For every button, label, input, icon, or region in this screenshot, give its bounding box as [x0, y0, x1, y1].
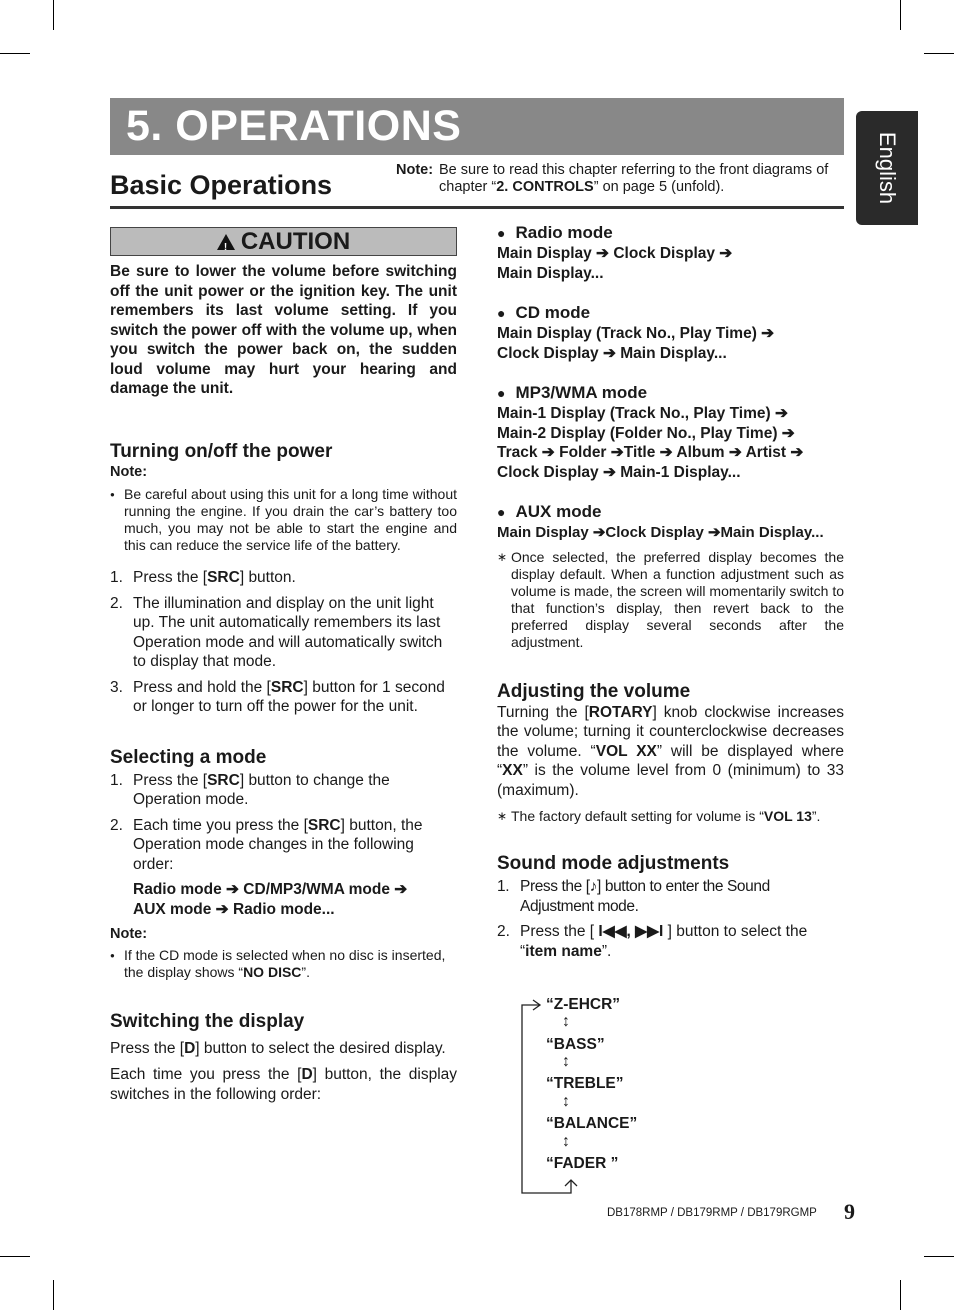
para-text: ” will be displayed where “: [497, 742, 844, 779]
button-ref: D: [301, 1066, 313, 1083]
step-text: ] button.: [239, 569, 296, 586]
heading-volume: Adjusting the volume: [497, 680, 691, 702]
mode-title: ● AUX mode: [497, 501, 844, 523]
sound-item: “Z-EHCR”: [546, 996, 621, 1013]
button-ref: SRC: [270, 678, 304, 696]
top-note: [396, 162, 844, 196]
para-text: Turning the [: [497, 703, 589, 721]
mode-sequence: Radio mode ➔ CD/MP3/WMA mode ➔: [133, 881, 408, 898]
step-text: Press and hold the [: [133, 678, 271, 696]
step-text: ] button to enter the Sound Adjustment mode.: [520, 878, 770, 915]
note-ref: 2. CONTROLS: [496, 179, 594, 195]
display-text: XX: [502, 762, 523, 779]
note-text: ”.: [811, 808, 821, 824]
crop-mark: [924, 53, 954, 54]
model-numbers: DB178RMP / DB179RMP / DB179RGMP: [607, 1207, 817, 1219]
list-item: [497, 877, 844, 916]
skip-buttons-icon: I◀◀, ▶▶I: [598, 923, 664, 940]
para-text: Each time you press the [: [110, 1066, 302, 1083]
button-ref: ROTARY: [588, 703, 653, 721]
button-ref: D: [184, 1039, 196, 1057]
step-text: ] button to select the “: [520, 923, 808, 960]
display-sequence: Main-1 Display (Track No., Play Time) ➔: [497, 405, 788, 422]
note-text: ”.: [301, 963, 310, 980]
heading-sound: Sound mode adjustments: [497, 853, 730, 874]
para-text: ] button, the display switches in the following order:: [110, 1066, 458, 1103]
list-item: [110, 678, 457, 717]
note-text: The factory default setting for volume is “: [511, 808, 764, 824]
mode-block-cd: [497, 302, 844, 363]
list-item: [497, 922, 844, 961]
crop-mark: [53, 1280, 54, 1310]
language-tab: [856, 111, 918, 225]
sound-item-cycle: [516, 993, 676, 1198]
step-text: ] button to change the Operation mode.: [133, 771, 390, 808]
mode-title: ● CD mode: [497, 302, 844, 324]
display-text: VOL 13: [763, 808, 812, 824]
step-number: 2.: [110, 816, 123, 834]
mode-title: ● Radio mode: [497, 222, 844, 244]
chapter-header: [110, 98, 844, 155]
up-down-arrow-icon: ↕: [562, 1053, 570, 1070]
section-divider: [110, 206, 844, 209]
step-text: The illumination and display on the unit light up. The unit automatically remembers its last Operation mode and will automatically switch to display that mode.: [133, 594, 443, 670]
step-number: 1.: [497, 878, 510, 895]
display-sequence: Main-2 Display (Folder No., Play Time) ➔: [497, 424, 795, 442]
sound-item: “BALANCE”: [546, 1115, 638, 1132]
sound-item: “BASS”: [546, 1036, 605, 1053]
volume-para: [497, 703, 844, 801]
up-down-arrow-icon: ↕: [562, 1013, 570, 1030]
left-column: [110, 227, 457, 1104]
display-sequence: Track ➔ Folder ➔Title ➔ Album ➔ Artist ➔: [497, 444, 804, 461]
crop-mark: [900, 1280, 901, 1310]
list-item: [110, 816, 457, 875]
note-line1: Be sure to read this chapter referring to the front diagrams of: [439, 162, 829, 178]
list-item: [110, 771, 457, 810]
crop-mark: [900, 0, 901, 30]
step-text: ”.: [601, 942, 612, 960]
display-sequence: Clock Display ➔ Main Display...: [497, 344, 727, 362]
page-number: 9: [844, 1199, 855, 1224]
note-label: Note:: [110, 926, 148, 942]
note-text: chapter “: [439, 179, 497, 195]
mode-sequence: AUX mode ➔ Radio mode...: [133, 900, 335, 918]
power-note: ● Be careful about using this unit for a long time without running the engine. If you drain the car’s battery too much, you may not be able to start the engine and this can reduce the service life of the battery.: [110, 486, 457, 554]
mode-note: [110, 947, 457, 981]
up-down-arrow-icon: ↕: [562, 1093, 570, 1110]
heading-power: Turning on/off the power: [110, 440, 333, 462]
note-text: ” on page 5 (unfold).: [593, 179, 725, 195]
crop-mark: [53, 0, 54, 30]
para-text: Press the [: [110, 1039, 185, 1057]
step-text: Each time you press the [: [133, 816, 308, 834]
note-label: Note:: [110, 463, 148, 480]
caution-banner: [110, 227, 457, 256]
display-text: VOL XX: [595, 742, 657, 760]
para-text: ] button to select the desired display.: [195, 1039, 446, 1057]
item-name-ref: item name: [525, 942, 602, 960]
mode-block-radio: [497, 222, 844, 283]
warning-icon: !: [217, 234, 235, 250]
caution-title: CAUTION: [240, 227, 351, 255]
display-para-2: [110, 1065, 457, 1104]
step-number: 2.: [497, 923, 510, 940]
heading-display: Switching the display: [110, 1010, 305, 1032]
step-text: ] button for 1 second or longer to turn off the power for the unit.: [133, 678, 445, 715]
list-item: [110, 594, 457, 672]
step-text: Press the [: [133, 771, 208, 789]
button-ref: SRC: [207, 569, 240, 586]
crop-mark: [0, 1256, 30, 1257]
display-sequence: Main Display (Track No., Play Time) ➔: [497, 325, 775, 342]
section-title: Basic Operations: [110, 170, 333, 200]
sound-item: “TREBLE”: [546, 1075, 624, 1092]
button-ref: SRC: [307, 816, 341, 834]
volume-note: [497, 808, 844, 825]
crop-mark: [0, 53, 30, 54]
sound-item: “FADER ”: [546, 1155, 619, 1172]
display-sequence: Main Display ➔ Clock Display ➔: [497, 245, 733, 262]
step-text: Press the [: [520, 923, 599, 940]
display-sequence: Clock Display ➔ Main-1 Display...: [497, 463, 741, 481]
step-number: 3.: [110, 678, 123, 696]
mode-block-aux: [497, 501, 844, 543]
step-number: 2.: [110, 594, 123, 612]
para-text: ] knob clockwise increases the volume; turning it counterclockwise decreases the volume. “: [497, 703, 844, 760]
up-down-arrow-icon: ↕: [562, 1133, 570, 1150]
mode-block-mp3: [497, 382, 844, 482]
step-number: 1.: [110, 771, 123, 789]
display-text: NO DISC: [243, 963, 302, 980]
music-note-icon: ♪: [589, 878, 598, 895]
display-sequence: Main Display ➔Clock Display ➔Main Display...: [497, 524, 824, 541]
para-text: ” is the volume level from 0 (minimum) to 33 (maximum).: [497, 762, 844, 799]
list-item: [110, 568, 457, 588]
step-number: 1.: [110, 569, 123, 586]
heading-mode: Selecting a mode: [110, 746, 267, 768]
mode-title: ● MP3/WMA mode: [497, 382, 844, 404]
right-column: [497, 222, 844, 961]
caution-text: Be sure to lower the volume before switching off the unit power or the ignition key. The unit remembers its last volume setting. If you switch the power off with the volume up, when you switch the power back on, the sudden loud volume may hurt your hearing and damage the unit.: [110, 263, 457, 397]
crop-mark: [924, 1256, 954, 1257]
button-ref: SRC: [207, 771, 240, 789]
note-text: If the CD mode is selected when no disc is inserted, the display shows “: [124, 946, 446, 980]
step-text: Press the [: [520, 878, 590, 895]
chapter-title: 5. OPERATIONS: [126, 102, 462, 150]
language-label: English: [875, 131, 900, 205]
display-note: ∗ Once selected, the preferred display becomes the display default. When a function adjustment such as volume is made, the screen will momentarily switch to that function’s display, then revert back to the preferred display several seconds after the adjustment.: [497, 549, 844, 651]
display-para-1: [110, 1039, 457, 1059]
step-text: ] button, the Operation mode changes in the following order:: [133, 816, 423, 873]
step-text: Press the [: [133, 569, 208, 586]
power-steps: [110, 568, 457, 717]
display-sequence: Main Display...: [497, 264, 604, 282]
note-label: Note:: [396, 162, 434, 178]
